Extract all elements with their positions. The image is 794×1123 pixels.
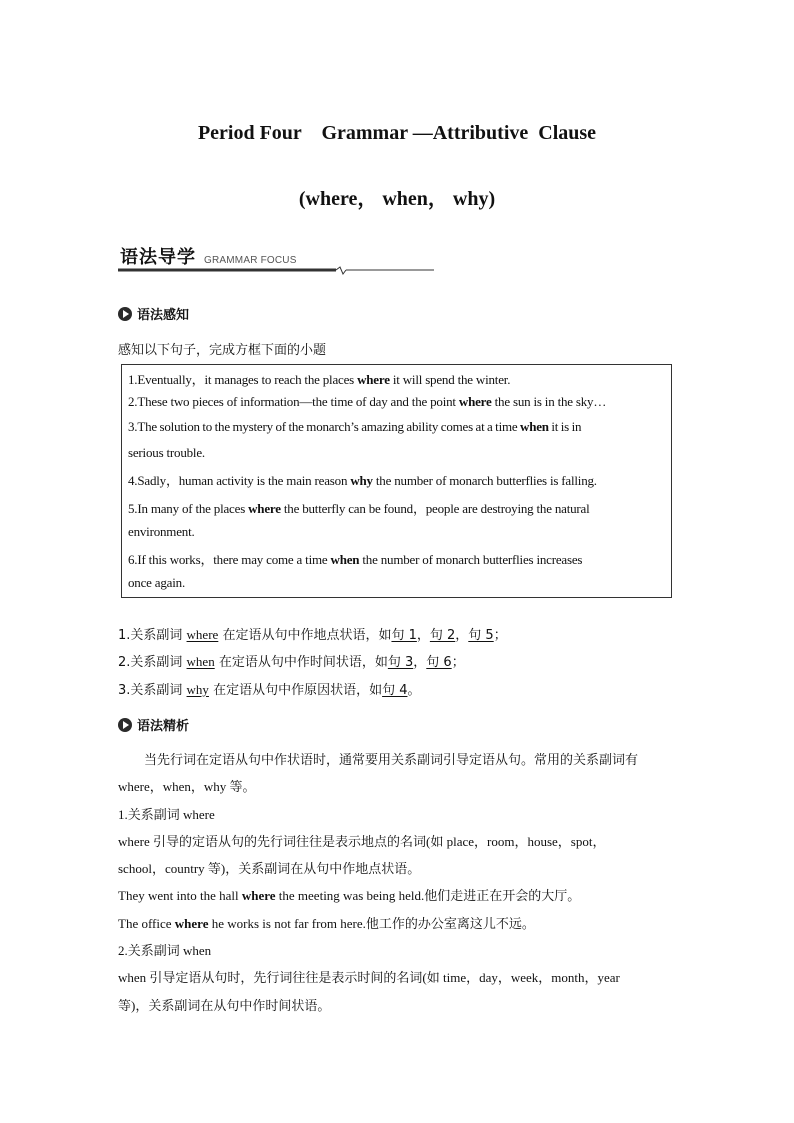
banner-title: 语法导学: [120, 247, 196, 268]
paragraph-intro-cont: where，when，why 等。: [118, 779, 256, 794]
sentence-3-cont: serious trouble.: [128, 445, 205, 460]
sentence-5: 5.In many of the places where the butterfly can be found，people are destroying the natural: [128, 501, 590, 516]
play-circle-icon: [118, 718, 132, 732]
section-heading-perception: [118, 304, 189, 323]
answer-2: 2.关系副词 when 在定语从句中作时间状语，如句 3，句 6；: [118, 654, 465, 670]
play-circle-icon: [118, 307, 132, 321]
paragraph-where-cont: school，country 等)，关系副词在从句中作地点状语。: [118, 861, 421, 876]
sentence-6-cont: once again.: [128, 575, 185, 590]
answer-1: 1.关系副词 where 在定语从句中作地点状语，如句 1，句 2，句 5；: [118, 627, 507, 643]
paragraph-intro: 当先行词在定语从句中作状语时，通常要用关系副词引导定语从句。常用的关系副词有: [144, 753, 639, 768]
answer-3: 3.关系副词 why 在定语从句中作原因状语，如句 4。: [118, 682, 421, 698]
sentence-3: 3.The solution to the mystery of the monarch’s amazing ability comes at a time when it is in: [128, 419, 582, 434]
grammar-focus-banner: [118, 243, 438, 275]
section-heading-text: 语法精析: [137, 719, 190, 734]
sentence-2: 2.These two pieces of information—the time of day and the point where the sun is in the sky…: [128, 394, 607, 409]
banner-divider: [118, 266, 438, 278]
sentence-4: 4.Sadly，human activity is the main reason why the number of monarch butterflies is falling.: [128, 473, 597, 488]
paragraph-when-cont: 等)，关系副词在从句中作时间状语。: [118, 998, 331, 1013]
sentence-1: 1.Eventually，it manages to reach the places where it will spend the winter.: [128, 372, 511, 387]
page-subtitle: (where， when， why): [298, 188, 496, 210]
subheading-where: 1.关系副词 where: [118, 807, 215, 822]
paragraph-when: when 引导定语从句时，先行词往往是表示时间的名词(如 time，day，week，month，year: [118, 970, 620, 985]
paragraph-where: where 引导的定语从句的先行词往往是表示地点的名词(如 place，room，house，spot，: [118, 834, 606, 849]
instruction-text: 感知以下句子，完成方框下面的小题: [118, 343, 327, 358]
example-where-2: The office where he works is not far from here.他工作的办公室离这儿不远。: [118, 916, 535, 932]
sentence-6: 6.If this works，there may come a time when the number of monarch butterflies increases: [128, 552, 583, 567]
example-where-1: They went into the hall where the meeting was being held.他们走进正在开会的大厅。: [118, 888, 581, 904]
subheading-when: 2.关系副词 when: [118, 943, 212, 958]
section-heading-analysis: [118, 715, 189, 734]
example-sentences-box: [121, 364, 672, 598]
section-heading-text: 语法感知: [137, 308, 190, 323]
banner-subtitle: GRAMMAR FOCUS: [204, 255, 297, 266]
page-title: Period Four Grammar —Attributive Clause: [197, 122, 597, 144]
sentence-5-cont: environment.: [128, 524, 195, 539]
